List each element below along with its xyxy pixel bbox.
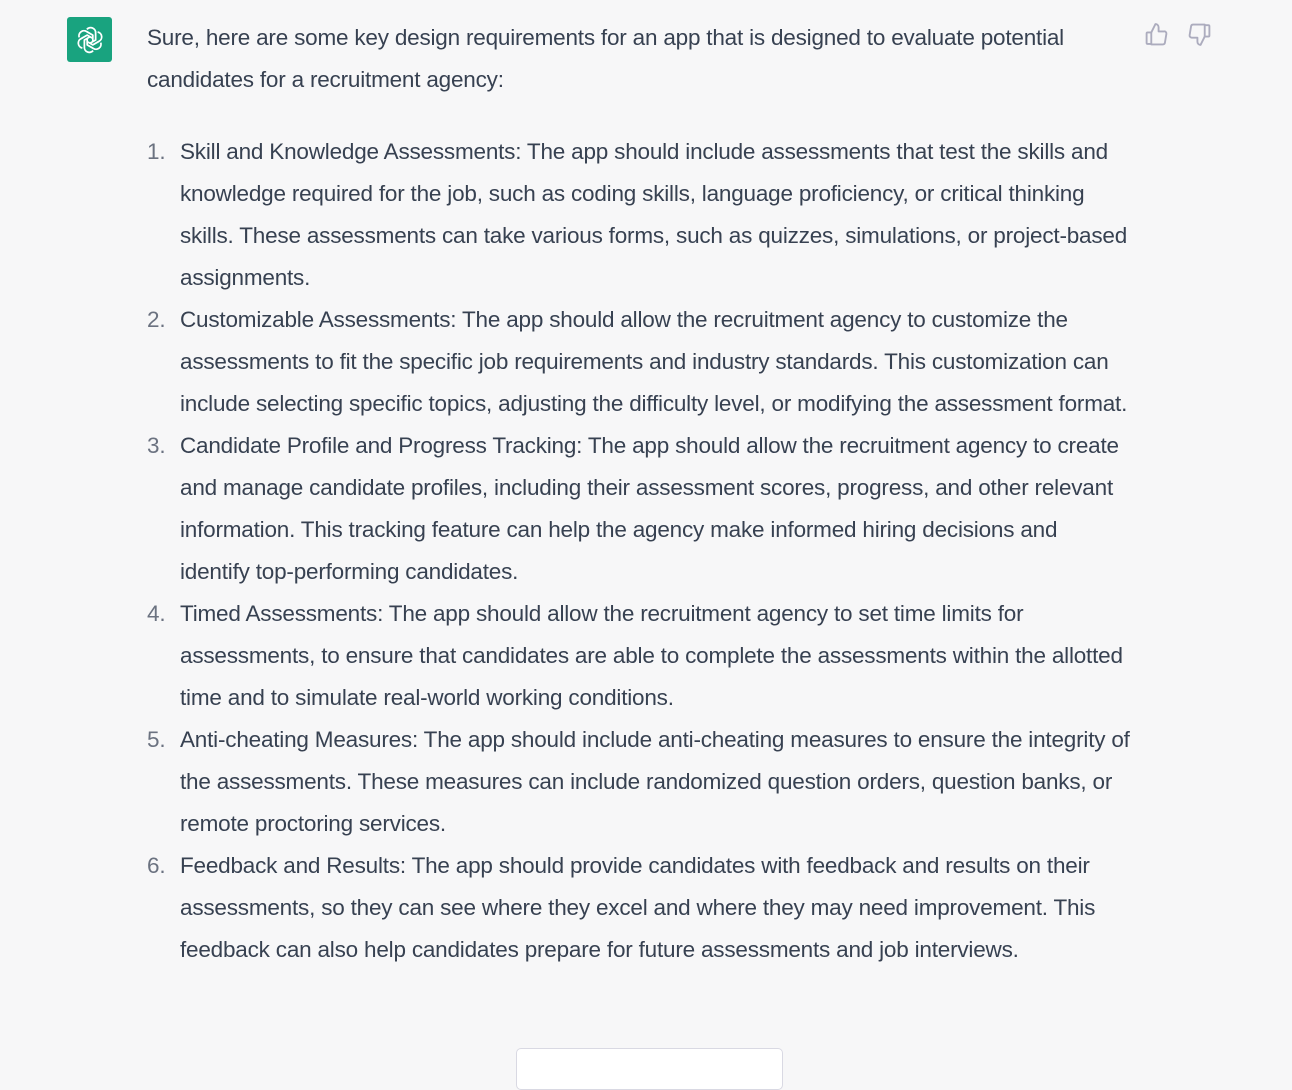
list-item-text: Anti-cheating Measures: The app should include anti-cheating measures to ensure the integrity of the assessments. These measures can include randomized question orders, question banks, or remote proctoring services. xyxy=(180,727,1130,836)
list-item-text: Timed Assessments: The app should allow the recruitment agency to set time limits for assessments, to ensure that candidates are able to complete the assessments within the allotted time and to simulate real-world working conditions. xyxy=(180,601,1123,710)
list-item-text: Skill and Knowledge Assessments: The app should include assessments that test the skills and knowledge required for the job, such as coding skills, language proficiency, or critical thinking skills. These assessments can take various forms, such as quizzes, simulations, or project-based assignments. xyxy=(180,139,1128,290)
list-item-text: Feedback and Results: The app should provide candidates with feedback and results on their assessments, so they can see where they excel and where they may need improvement. This feedback can also help candidates prepare for future assessments and job interviews. xyxy=(180,853,1096,962)
list-item xyxy=(147,845,1132,971)
list-item xyxy=(147,131,1132,299)
list-item xyxy=(147,299,1132,425)
thumbs-up-icon xyxy=(1144,22,1169,47)
list-number: 6. xyxy=(147,853,166,878)
list-number: 4. xyxy=(147,601,166,626)
message-intro: Sure, here are some key design requirements for an app that is designed to evaluate potential candidates for a recruitment agency: xyxy=(147,25,1064,92)
list-item xyxy=(147,719,1132,845)
list-number: 3. xyxy=(147,433,166,458)
assistant-avatar xyxy=(67,17,112,62)
requirements-list xyxy=(147,131,1132,971)
openai-logo-icon xyxy=(75,25,105,55)
list-item xyxy=(147,593,1132,719)
list-number: 1. xyxy=(147,139,166,164)
list-number: 5. xyxy=(147,727,166,752)
thumbs-down-button[interactable] xyxy=(1187,22,1212,47)
list-item xyxy=(147,425,1132,593)
feedback-actions xyxy=(1144,22,1212,47)
assistant-message xyxy=(147,17,1132,971)
regenerate-response-button[interactable] xyxy=(516,1048,783,1090)
thumbs-up-button[interactable] xyxy=(1144,22,1169,47)
thumbs-down-icon xyxy=(1187,22,1212,47)
list-item-text: Customizable Assessments: The app should allow the recruitment agency to customize the assessments to fit the specific job requirements and industry standards. This customization can include selecting specific topics, adjusting the difficulty level, or modifying the assessment format. xyxy=(180,307,1128,416)
list-number: 2. xyxy=(147,307,166,332)
list-item-text: Candidate Profile and Progress Tracking: The app should allow the recruitment agency to create and manage candidate profiles, including their assessment scores, progress, and other relevant information. This tracking feature can help the agency make informed hiring decisions and identify top-performing candidates. xyxy=(180,433,1119,584)
